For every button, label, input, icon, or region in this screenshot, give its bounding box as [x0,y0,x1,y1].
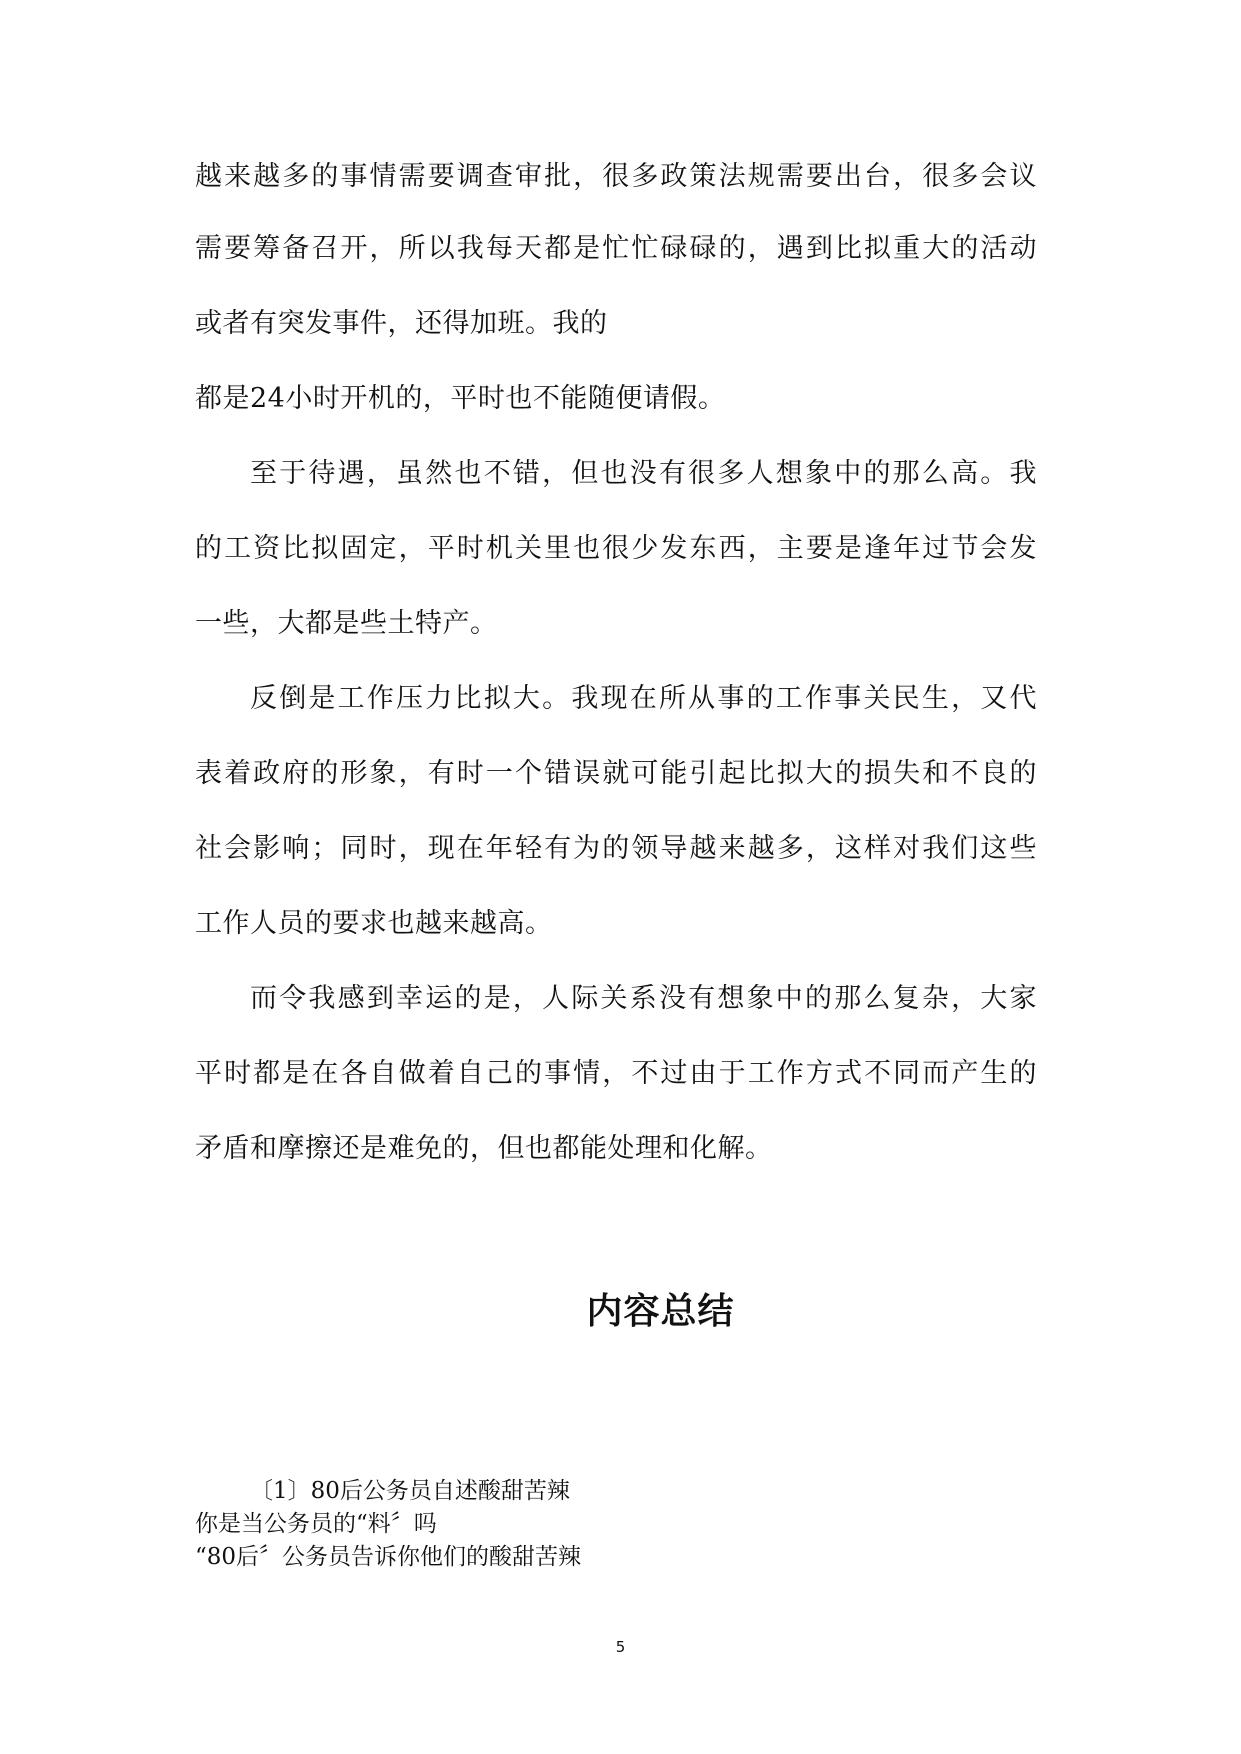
body-text-line: 矛盾和摩擦还是难免的，但也都能处理和化解。 [195,1133,773,1164]
body-text-line: 需要筹备召开，所以我每天都是忙忙碌碌的，遇到比拟重大的活动 [195,233,1037,264]
body-text-line: 而令我感到幸运的是，人际关系没有想象中的那么复杂，大家 [250,983,1037,1014]
body-text-line: 反倒是工作压力比拟大。我现在所从事的工作事关民生，又代 [250,683,1037,714]
body-text-line: 平时都是在各自做着自己的事情，不过由于工作方式不同而产生的 [195,1058,1037,1089]
body-text-line: 工作人员的要求也越来越高。 [195,908,553,939]
body-text-line: 至于待遇，虽然也不错，但也没有很多人想象中的那么高。我 [250,458,1037,489]
summary-line: 你是当公务员的“料〞吗 [195,1511,437,1537]
body-text-line: 一些，大都是些土特产。 [195,608,498,639]
summary-line: “80后〞公务员告诉你他们的酸甜苦辣 [195,1544,582,1570]
body-text-line: 表着政府的形象，有时一个错误就可能引起比拟大的损失和不良的 [195,758,1037,789]
summary-line: 〔1〕80后公务员自述酸甜苦辣 [250,1478,570,1504]
body-text-line: 的工资比拟固定，平时机关里也很少发东西，主要是逢年过节会发 [195,533,1037,564]
body-text-line: 都是24小时开机的，平时也不能随便请假。 [195,383,726,414]
body-text-line: 社会影响；同时，现在年轻有为的领导越来越多，这样对我们这些 [195,833,1037,864]
body-text-line: 或者有突发事件，还得加班。我的 [195,308,608,339]
page-number: 5 [615,1638,626,1656]
summary-heading: 内容总结 [586,1291,735,1332]
body-text-line: 越来越多的事情需要调查审批，很多政策法规需要出台，很多会议 [195,161,1037,192]
